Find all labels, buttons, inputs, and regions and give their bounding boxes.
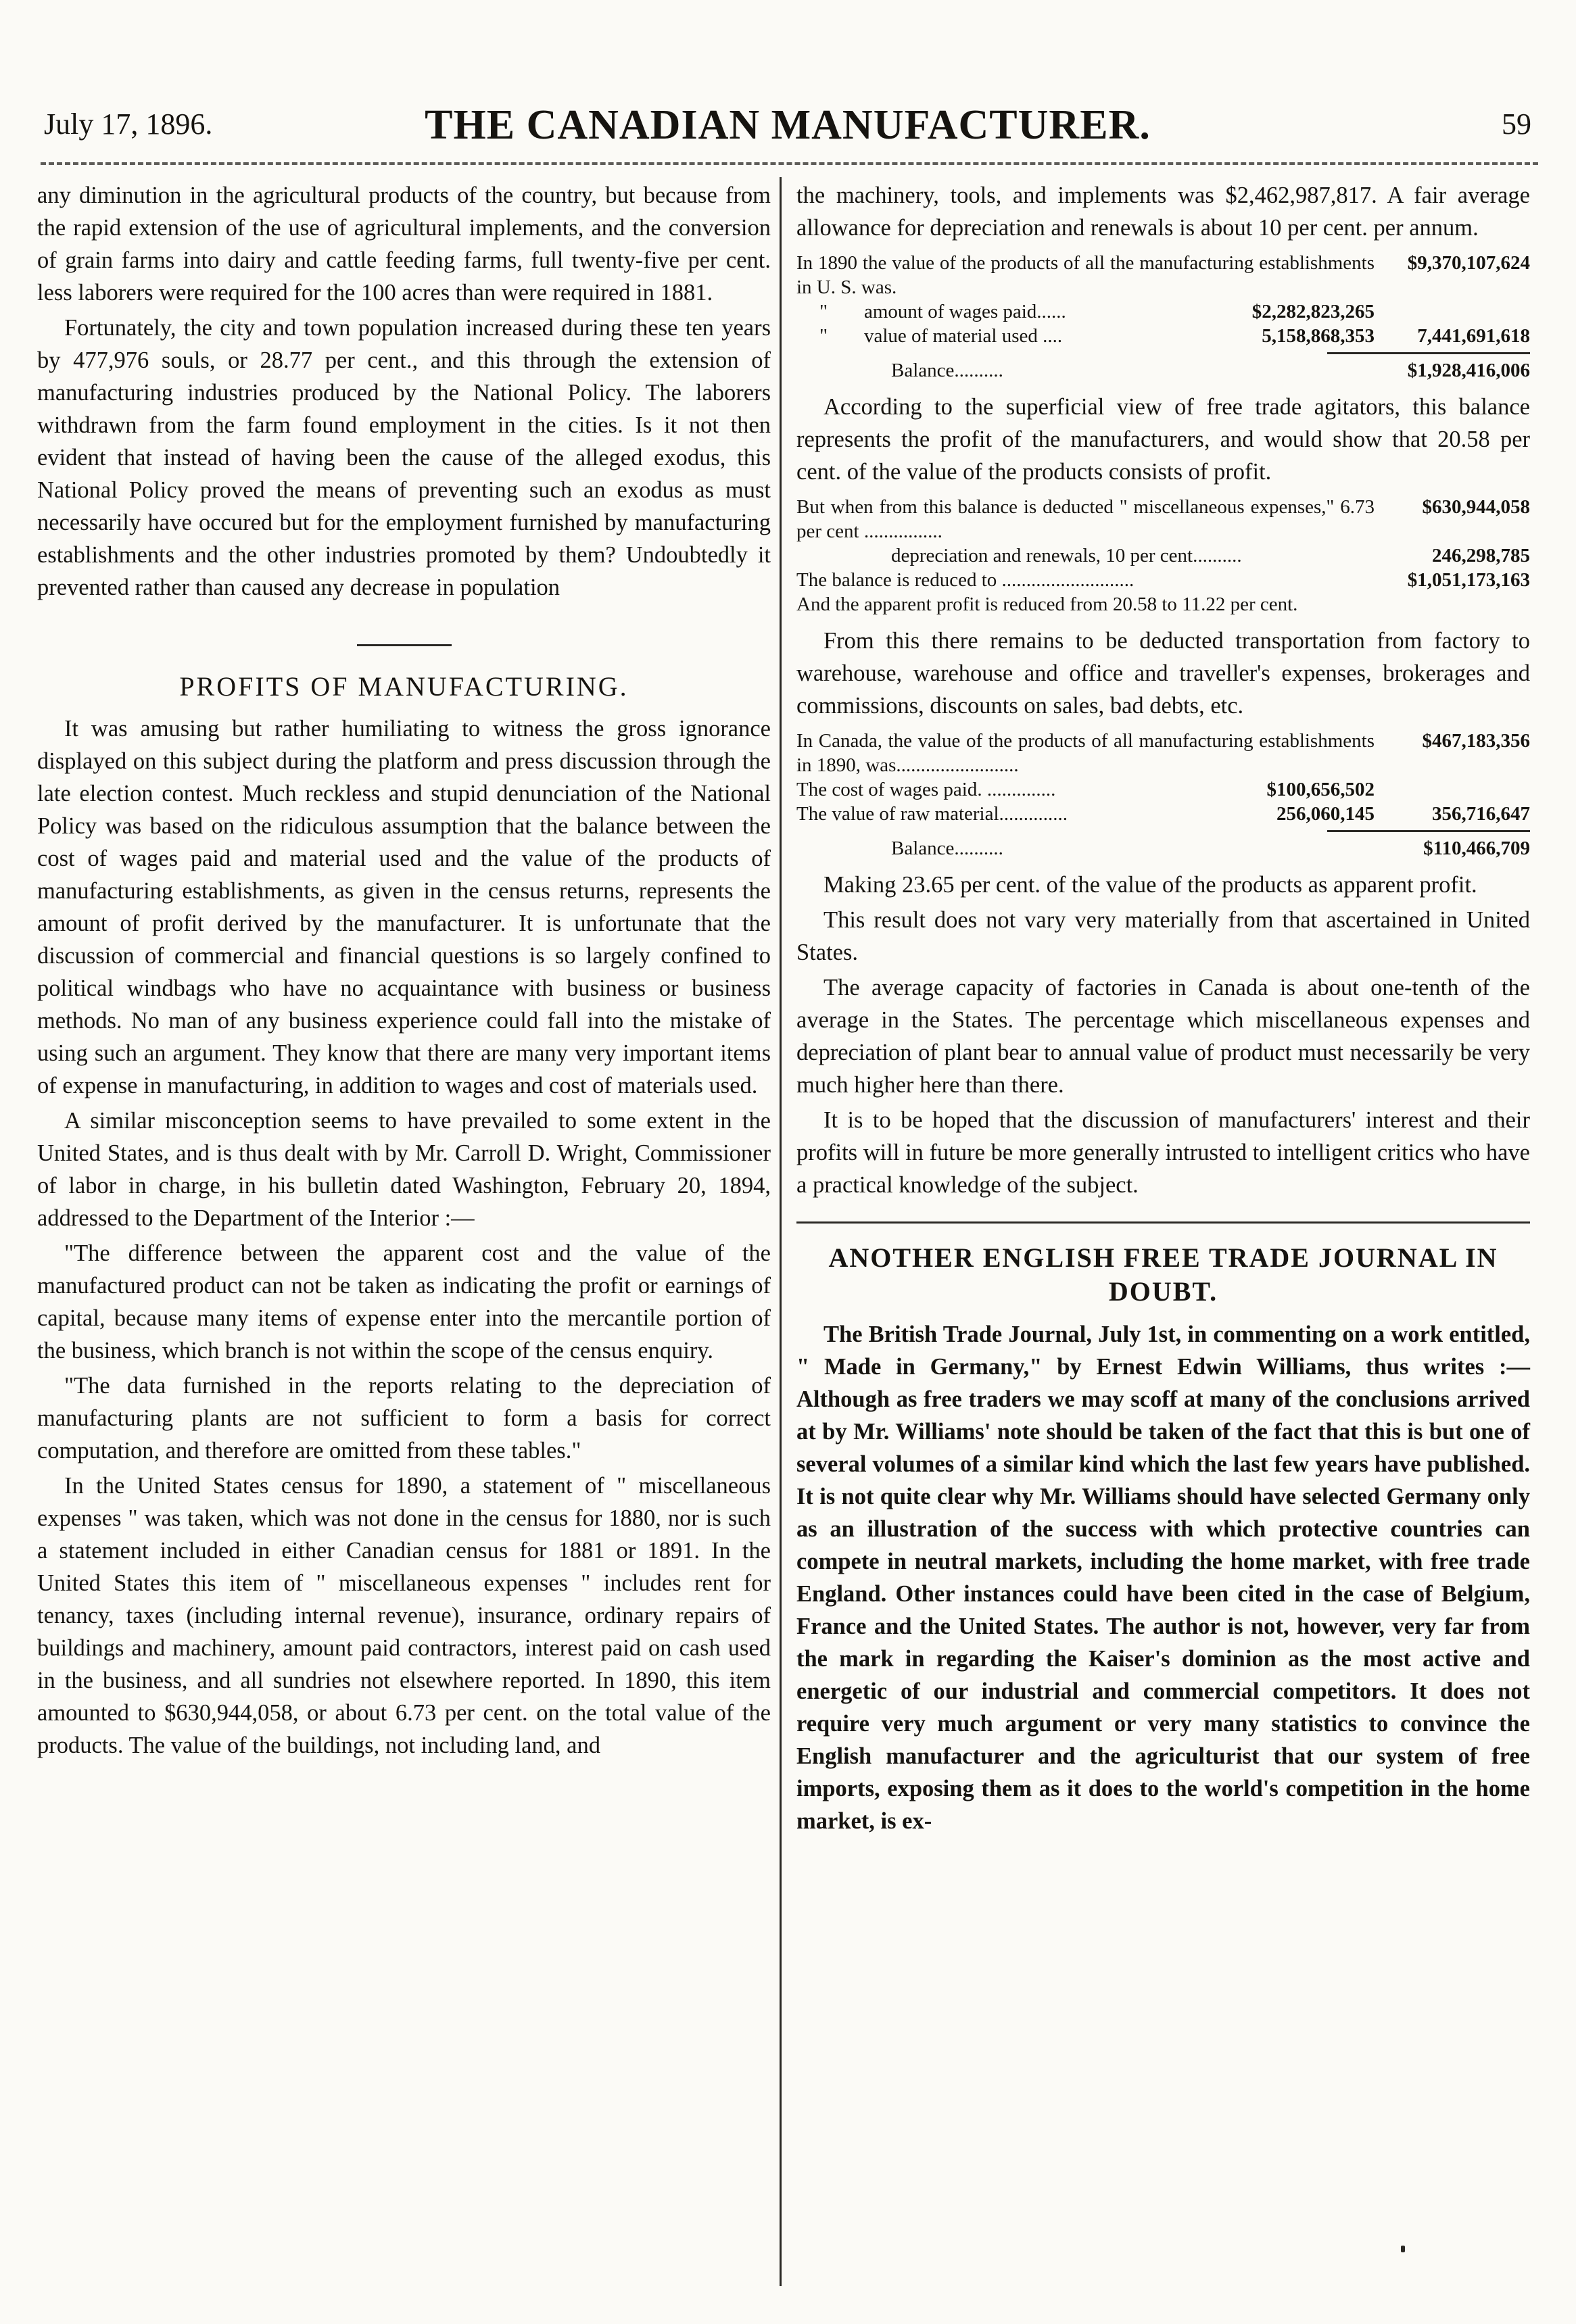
stat-label: The balance is reduced to ........................... <box>796 569 1135 591</box>
stat-subvalue: $2,282,823,265 <box>1251 301 1375 322</box>
paragraph: any diminution in the agricultural products of the country, but because from the rapid extension of the use of agricultural implements, and the conversion of grain farms into dairy and cattle feeding farms, full twenty-five per cent. less laborers were required for the 100 acres than were required in 1881. <box>37 183 771 306</box>
stat-value: $1,051,173,163 <box>1407 569 1530 591</box>
stat-label: But when from this balance is deducted " miscellaneous expenses," 6.73 per cent ................ <box>796 496 1375 542</box>
ditto-mark: " <box>819 325 828 347</box>
stat-value: 7,441,691,618 <box>1417 325 1530 347</box>
stat-value: 246,298,785 <box>1432 545 1530 566</box>
column-divider <box>780 177 782 2286</box>
paragraph: It is to be hoped that the discussion of manufacturers' interest and their profits will in future be more generally intrusted to intelligent critics who have a practical knowledge of the subject. <box>796 1107 1530 1198</box>
canada-statistics-table <box>796 729 1530 861</box>
stat-value: $1,928,416,006 <box>1407 360 1530 381</box>
stat-label: The value of raw material.............. <box>796 803 1068 825</box>
us-statistics-table <box>796 251 1530 383</box>
stat-subvalue: $100,656,502 <box>1266 779 1375 800</box>
paragraph: From this there remains to be deducted transportation from factory to warehouse, warehouse and office and traveller's expenses, brokerages and commissions, discounts on sales, bad debts, etc. <box>796 628 1530 719</box>
paragraph: It was amusing but rather humiliating to witness the gross ignorance displayed on this subject during the platform and press discussion through the late election contest. Much reckless and stupid denunciation of the National Policy was based on the ridiculous assumption that the balance between the cost of wages paid and material used and the value of the products of manufacturing establishments, as given in the census returns, represents the amount of profit derived by the manufacturer. It is unfortunate that the discussion of commercial and financial questions is so largely confined to political windbags who have no acquaintance with business or business methods. No man of any business experience could fall into the mistake of using such an argument. They know that there are many very important items of expense in manufacturing, in addition to wages and cost of materials used. <box>37 716 771 1098</box>
paragraph: The average capacity of factories in Canada is about one-tenth of the average in the States. The percentage which miscellaneous expenses and depreciation of plant bear to annual value of product must necessarily be very much higher here than there. <box>796 975 1530 1098</box>
stat-value: 356,716,647 <box>1432 803 1530 825</box>
stat-label: Balance.......... <box>891 360 1003 381</box>
paragraph: The British Trade Journal, July 1st, in commenting on a work entitled, " Made in Germany," by Ernest Edwin Williams, thus writes :—Although as free traders we may scoff at many of the conclusions arrived at by Mr. Williams' note should be taken of the fact that this is but one of several volumes of a similar kind which the last few years have published. It is not quite clear why Mr. Williams should have selected Germany only as an illustration of the success with which protective countries can compete in neutral markets, including the home market, with free trade England. Other instances could have been cited in the case of Belgium, France and the United States. The author is not, however, very far from the mark in regarding the Kaiser's dominion as the most active and energetic of our industrial and commercial competitors. It does not require very much argument or very many statistics to convince the English manufacturer and the agriculturist that our system of free imports, exposing them as it does to the world's competition in the home market, is ex- <box>796 1322 1530 1834</box>
paragraph: In the United States census for 1890, a statement of " miscellaneous expenses " was taken, which was not done in the census for 1880, nor is such a statement included in either Canadian census for 1881 or 1891. In the United States this item of " miscellaneous expenses " includes rent for tenancy, taxes (including internal revenue), insurance, ordinary repairs of buildings and machinery, amount paid contractors, interest paid on cash used in the business, and all sundries not elsewhere reported. In 1890, this item amounted to $630,944,058, or about 6.73 per cent. on the total value of the products. The value of the buildings, not including land, and <box>37 1473 771 1758</box>
stat-subvalue: 5,158,868,353 <box>1262 325 1375 347</box>
stat-label: In Canada, the value of the products of all manufacturing establishments in 1890, was......................... <box>796 730 1375 776</box>
section-heading: PROFITS OF MANUFACTURING. <box>179 671 629 702</box>
issue-date: July 17, 1896. <box>44 107 213 141</box>
ditto-mark: " <box>819 301 828 322</box>
deduction-table <box>796 495 1530 616</box>
stat-label: depreciation and renewals, 10 per cent.......... <box>891 545 1242 566</box>
section-rule <box>357 644 452 646</box>
paragraph: This result does not vary very materially from that ascertained in United States. <box>796 907 1530 965</box>
stat-value: $467,183,356 <box>1422 730 1530 752</box>
stat-subvalue: 256,060,145 <box>1276 803 1375 825</box>
left-column <box>37 179 771 1764</box>
stat-value: $9,370,107,624 <box>1407 252 1530 274</box>
stat-label: In 1890 the value of the products of all the manufacturing establishments in U. S. was. <box>796 252 1375 298</box>
section-heading: ANOTHER ENGLISH FREE TRADE JOURNAL IN DOUBT. <box>828 1242 1498 1307</box>
paragraph: Making 23.65 per cent. of the value of the products as apparent profit. <box>823 872 1477 898</box>
paragraph: Fortunately, the city and town population increased during these ten years by 477,976 souls, or 28.77 per cent., and this through the extension of manufacturing industries produced by the National Policy. The laborers withdrawn from the farm found employment in the cities. Is it not then evident that instead of having been the cause of the alleged exodus, this National Policy proved the means of preventing such an exodus as must necessarily have occured but for the employment furnished by manufacturing establishments and the other industries promoted by them? Undoubtedly it prevented rather than caused any decrease in population <box>37 315 771 600</box>
stat-value: $630,944,058 <box>1422 496 1530 518</box>
page-number: 59 <box>1502 107 1531 141</box>
stat-label: And the apparent profit is reduced from 20.58 to 11.22 per cent. <box>796 594 1298 615</box>
right-column <box>796 179 1530 1840</box>
quote-paragraph: "The difference between the apparent cost and the value of the manufactured product can not be taken as indicating the profit or earnings of capital, because many items of expense enter into the mercantile portion of the business, which branch is not within the scope of the census enquiry. <box>37 1240 771 1363</box>
quote-paragraph: "The data furnished in the reports relating to the depreciation of manufacturing plants are not sufficient to form a basis for correct computation, and therefore are omitted from these tables." <box>37 1373 771 1463</box>
stat-label: amount of wages paid...... <box>864 301 1066 322</box>
paragraph: A similar misconception seems to have prevailed to some extent in the United States, and is thus dealt with by Mr. Carroll D. Wright, Commissioner of labor in charge, in his bulletin dated Washington, February 20, 1894, addressed to the Department of the Interior :— <box>37 1108 771 1231</box>
stat-label: The cost of wages paid. .............. <box>796 779 1056 800</box>
ink-speck <box>1401 2246 1405 2252</box>
sum-rule <box>1327 830 1530 832</box>
stat-value: $110,466,709 <box>1423 838 1530 859</box>
stat-label: value of material used .... <box>864 325 1063 347</box>
stat-label: Balance.......... <box>891 838 1003 859</box>
section-rule <box>796 1221 1530 1224</box>
header-rule <box>41 162 1538 165</box>
publication-title: THE CANADIAN MANUFACTURER. <box>425 102 1151 148</box>
page-header <box>37 101 1538 149</box>
paragraph: the machinery, tools, and implements was $2,462,987,817. A fair average allowance for depreciation and renewals is about 10 per cent. per annum. <box>796 183 1530 241</box>
paragraph: According to the superficial view of free trade agitators, this balance represents the profit of the manufacturers, and would show that 20.58 per cent. of the value of the products consists of profit. <box>796 394 1530 485</box>
sum-rule <box>1327 352 1530 354</box>
